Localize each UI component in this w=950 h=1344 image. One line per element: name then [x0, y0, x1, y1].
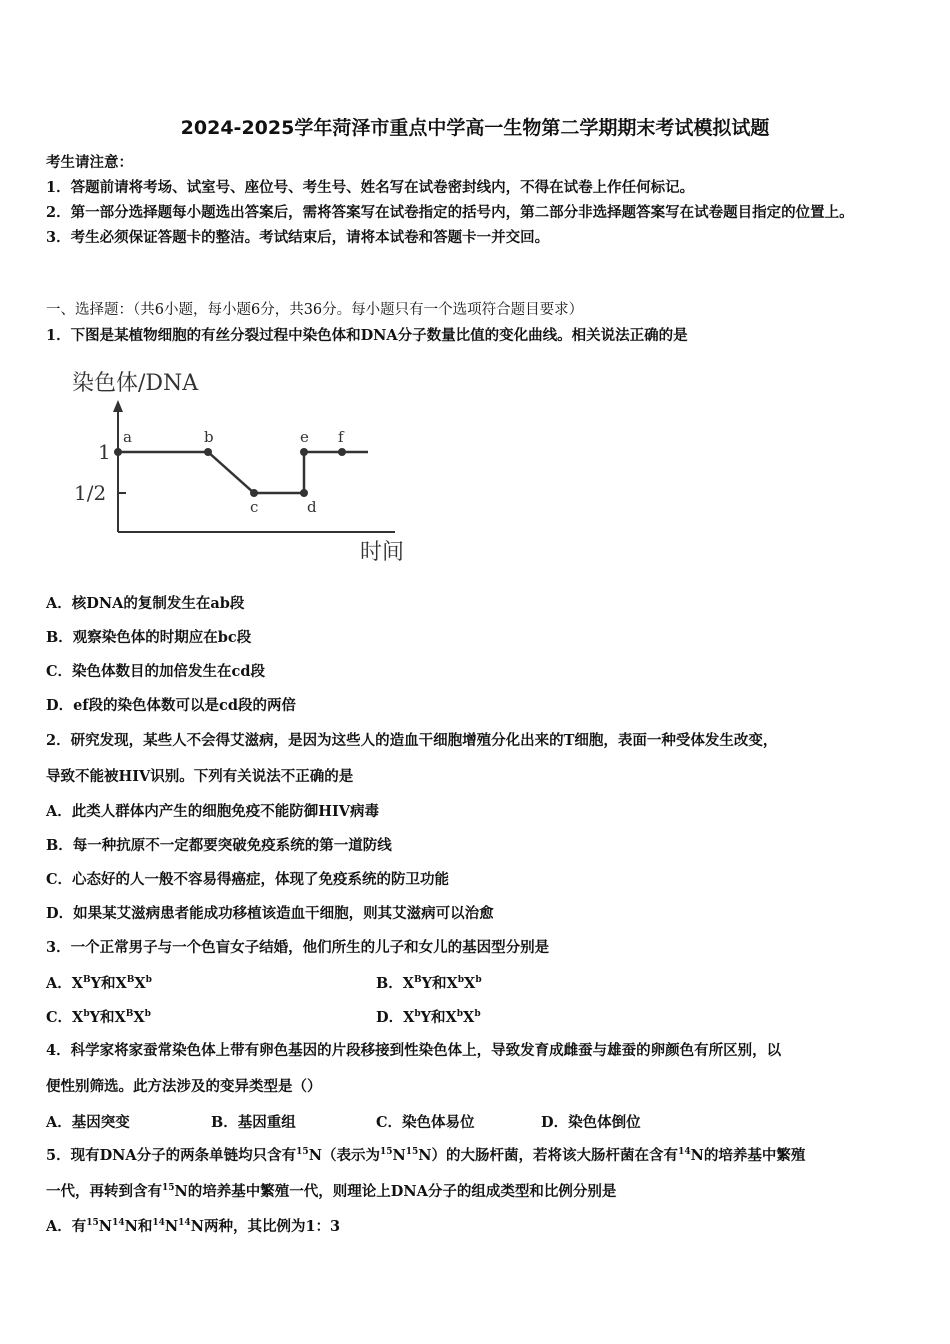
point-e [300, 448, 308, 456]
notice-heading: 考生请注意： [46, 154, 133, 171]
q1-option-b: B．观察染色体的时期应在bc段 [46, 629, 252, 646]
point-label-a: a [123, 428, 132, 446]
notice-item-1: 1．答题前请将考场、试室号、座位号、考生号、姓名写在试卷密封线内，不得在试卷上作任何标记。 [46, 179, 695, 196]
q4-option-b: B．基因重组 [211, 1114, 296, 1131]
point-b [204, 448, 212, 456]
q4-option-d: D．染色体倒位 [541, 1114, 641, 1131]
q2-option-a: A．此类人群体内产生的细胞免疫不能防御HIV病毒 [46, 803, 379, 820]
q3-option-c: C．$X^bY$和$X^BX^b$ [46, 1009, 151, 1026]
point-label-d: d [307, 498, 317, 516]
q5-option-a: A．有$^{15}N^{14}N$和$^{14}N^{14}N$两种，其比例为1：3 [46, 1218, 341, 1235]
q3-option-d: D．$X^bY$和$X^bX^b$ [376, 1009, 481, 1026]
point-label-b: b [204, 428, 214, 446]
notice-item-3: 3．考生必须保证答题卡的整洁。考试结束后，请将本试卷和答题卡一并交回。 [46, 229, 550, 246]
notice-item-2: 2．第一部分选择题每小题选出答案后，需将答案写在试卷指定的括号内，第二部分非选择题答案写在试卷题目指定的位置上。 [46, 204, 854, 221]
q4-option-a: A．基因突变 [46, 1114, 130, 1131]
y-axis-arrow [113, 400, 123, 412]
ytick-label-1: 1 [98, 440, 111, 464]
q2-option-c: C．心态好的人一般不容易得癌症，体现了免疫系统的防卫功能 [46, 871, 450, 888]
point-c [250, 489, 258, 497]
point-d [300, 489, 308, 497]
point-label-f: f [338, 428, 344, 446]
q2-stem-line2: 导致不能被HIV识别。下列有关说法不正确的是 [46, 768, 354, 785]
q4-stem-line2: 便性别筛选。此方法涉及的变异类型是（） [46, 1078, 322, 1095]
q1-option-c: C．染色体数目的加倍发生在cd段 [46, 663, 266, 680]
section-heading: 一、选择题：（共6小题，每小题6分，共36分。每小题只有一个选项符合题目要求） [46, 302, 584, 318]
q1-option-d: D．ef段的染色体数可以是cd段的两倍 [46, 697, 297, 714]
ytick-label-half: 1/2 [74, 481, 107, 505]
q2-option-b: B．每一种抗原不一定都要突破免疫系统的第一道防线 [46, 837, 392, 854]
q4-option-c: C．染色体易位 [376, 1114, 475, 1131]
q3-stem: 3．一个正常男子与一个色盲女子结婚，他们所生的儿子和女儿的基因型分别是 [46, 939, 550, 956]
point-label-e: e [300, 428, 309, 446]
q5-stem-line2: 一代，再转到含有$^{15}$N的培养基中繁殖一代，则理论上DNA分子的组成类型和比例分别是 [46, 1183, 617, 1200]
notice-block [46, 150, 906, 250]
q3-option-a: A．$X^BY$和$X^BX^b$ [46, 975, 152, 992]
q2-option-d: D．如果某艾滋病患者能成功移植该造血干细胞，则其艾滋病可以治愈 [46, 905, 494, 922]
chart-xlabel: 时间 [360, 540, 405, 565]
ratio-curve [118, 452, 342, 493]
chart-ylabel: 染色体/DNA [72, 371, 199, 396]
point-label-c: c [250, 498, 259, 516]
q5-stem-line1: 5．现有DNA分子的两条单链均只含有$^{15}$N（表示为$^{15}N^{15}N$）的大肠杆菌，若将该大肠杆菌在含有$^{14}$N的培养基中繁殖 [46, 1147, 806, 1164]
q4-stem-line1: 4．科学家将家蚕常染色体上带有卵色基因的片段移接到性染色体上，导致发育成雌蚕与雄蚕的卵颜色有所区别，以 [46, 1042, 782, 1059]
ratio-chart [60, 362, 420, 572]
q1-stem: 1．下图是某植物细胞的有丝分裂过程中染色体和DNA分子数量比值的变化曲线。相关说法正确的是 [46, 327, 688, 344]
point-a [114, 448, 122, 456]
q3-option-b: B．$X^BY$和$X^bX^b$ [376, 975, 482, 992]
page-title: 2024-2025学年菏泽市重点中学高一生物第二学期期末考试模拟试题 [180, 117, 770, 139]
q1-option-a: A．核DNA的复制发生在ab段 [46, 595, 245, 612]
q2-stem-line1: 2．研究发现，某些人不会得艾滋病，是因为这些人的造血干细胞增殖分化出来的T细胞，表面一种受体发生改变， [46, 732, 778, 749]
